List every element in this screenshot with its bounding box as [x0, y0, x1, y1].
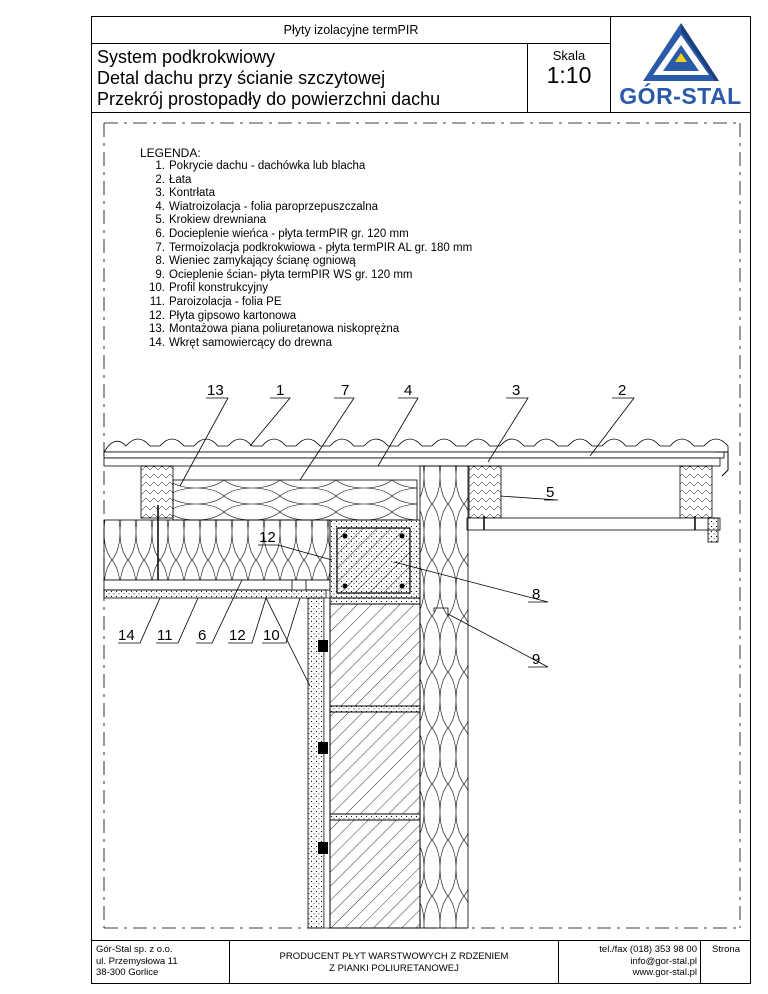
callout-8: 8	[532, 586, 541, 603]
rafter-right	[680, 466, 712, 518]
callout-3: 3	[512, 382, 521, 399]
legend-item-text: Płyta gipsowo kartonowa	[169, 309, 297, 322]
legend-item-text: Profil konstrukcyjny	[169, 282, 269, 295]
legend-item-text: Wkręt samowiercący do drewna	[169, 336, 332, 349]
callout-11: 11	[157, 627, 173, 644]
callout-4: 4	[404, 382, 413, 399]
callout-12-upper: 12	[259, 529, 276, 546]
callout-10: 10	[263, 627, 280, 644]
contact-email: info@gor-stal.pl	[630, 955, 697, 967]
legend-item-text: Montażowa piana poliuretanowa niskoprężna	[169, 323, 400, 336]
legend-item-text: Krokiew drewniana	[169, 214, 267, 227]
callout-2: 2	[618, 382, 627, 399]
profile-10-corner	[292, 580, 306, 590]
legend-item-number: 12.	[149, 309, 165, 322]
legend-item-text: Paroizolacja - folia PE	[169, 295, 282, 308]
legend-item-number: 13.	[149, 323, 165, 336]
footer-contact	[559, 944, 697, 979]
legend-item-text: Docieplenie wieńca - płyta termPIR gr. 120 mm	[169, 227, 409, 240]
legend-item-number: 7.	[155, 241, 165, 254]
legend-item-number: 5.	[155, 214, 165, 227]
legend-item-text: Ocieplenie ścian- płyta termPIR WS gr. 120 mm	[169, 268, 413, 281]
legend-item-number: 4.	[155, 200, 165, 213]
callout-5: 5	[546, 484, 555, 501]
drawing-title-line-3: Przekrój prostopadły do powierzchni dachu	[97, 89, 441, 109]
product-title: Płyty izolacyjne termPIR	[283, 23, 419, 37]
legend-item-number: 3.	[155, 187, 165, 200]
callout-12-lower: 12	[229, 627, 246, 644]
rebar-1	[343, 534, 348, 539]
callout-1: 1	[276, 382, 285, 399]
page-label: Strona	[712, 944, 740, 955]
insulation-7-under-rafter	[173, 480, 417, 520]
callout-7: 7	[341, 382, 350, 399]
drawing-title-line-1: System podkrokwiowy	[97, 47, 276, 67]
legend-item-number: 1.	[155, 160, 165, 172]
legend-item-number: 2.	[155, 173, 165, 186]
footer-producer	[230, 951, 558, 974]
legend-item-number: 8.	[155, 255, 165, 268]
wall-anchor-1	[318, 640, 328, 652]
legend-item-number: 6.	[155, 227, 165, 240]
rebar-3	[343, 584, 348, 589]
footer-company	[96, 944, 178, 979]
ceiling-board-right	[467, 518, 720, 530]
scale-label: Skala	[552, 48, 586, 63]
insulation-9-wall	[420, 466, 468, 928]
ring-beam-core	[337, 528, 410, 593]
legend-title: LEGENDA:	[140, 146, 201, 160]
callout-6: 6	[198, 627, 207, 644]
rebar-2	[400, 534, 405, 539]
legend-item-text: Kontrłata	[169, 187, 216, 200]
roof-counter-batten	[104, 458, 720, 466]
company-city: 38-300 Gorlice	[96, 967, 159, 978]
callout-13: 13	[207, 382, 224, 399]
legend-item-text: Pokrycie dachu - dachówka lub blacha	[169, 160, 366, 172]
contact-phone: tel./fax (018) 353 98 00	[599, 944, 697, 955]
masonry-wall	[330, 598, 420, 928]
legend-item-number: 14.	[149, 336, 165, 349]
producer-line-2: Z PIANKI POLIURETANOWEJ	[329, 962, 459, 974]
footer-divider-top	[91, 940, 751, 941]
roof-tiles	[104, 439, 728, 452]
legend-item-number: 9.	[155, 268, 165, 281]
legend-item-text: Łata	[169, 173, 192, 186]
wall-anchor-2	[318, 742, 328, 754]
gypsum-board-left	[104, 590, 326, 598]
wall-anchor-3	[318, 842, 328, 854]
logo-text: GÓR-STAL	[619, 83, 742, 109]
legend-item-text: Termoizolacja podkrokwiowa - płyta termPIR AL gr. 180 mm	[169, 241, 473, 254]
contact-website: www.gor-stal.pl	[632, 967, 697, 978]
ceiling-end-cap	[708, 518, 718, 542]
producer-line-1: PRODUCENT PŁYT WARSTWOWYCH Z RDZENIEM	[279, 951, 509, 962]
drawing-title-line-2: Detal dachu przy ścianie szczytowej	[97, 68, 386, 88]
rafter-mid	[469, 466, 501, 518]
rebar-4	[400, 584, 405, 589]
legend-item-number: 10.	[149, 282, 165, 295]
legend-item-text: Wiatroizolacja - folia paroprzepuszczalna	[169, 200, 379, 213]
rafter-left	[141, 466, 173, 518]
scale-value: 1:10	[546, 62, 592, 88]
company-name: Gór-Stal sp. z o.o.	[96, 944, 173, 955]
legend-item-number: 11.	[149, 295, 165, 308]
legend-item-text: Wieniec zamykający ścianę ogniową	[169, 255, 356, 268]
company-street: ul. Przemysłowa 11	[96, 955, 178, 967]
callout-14: 14	[118, 627, 135, 644]
callout-9: 9	[532, 651, 541, 668]
